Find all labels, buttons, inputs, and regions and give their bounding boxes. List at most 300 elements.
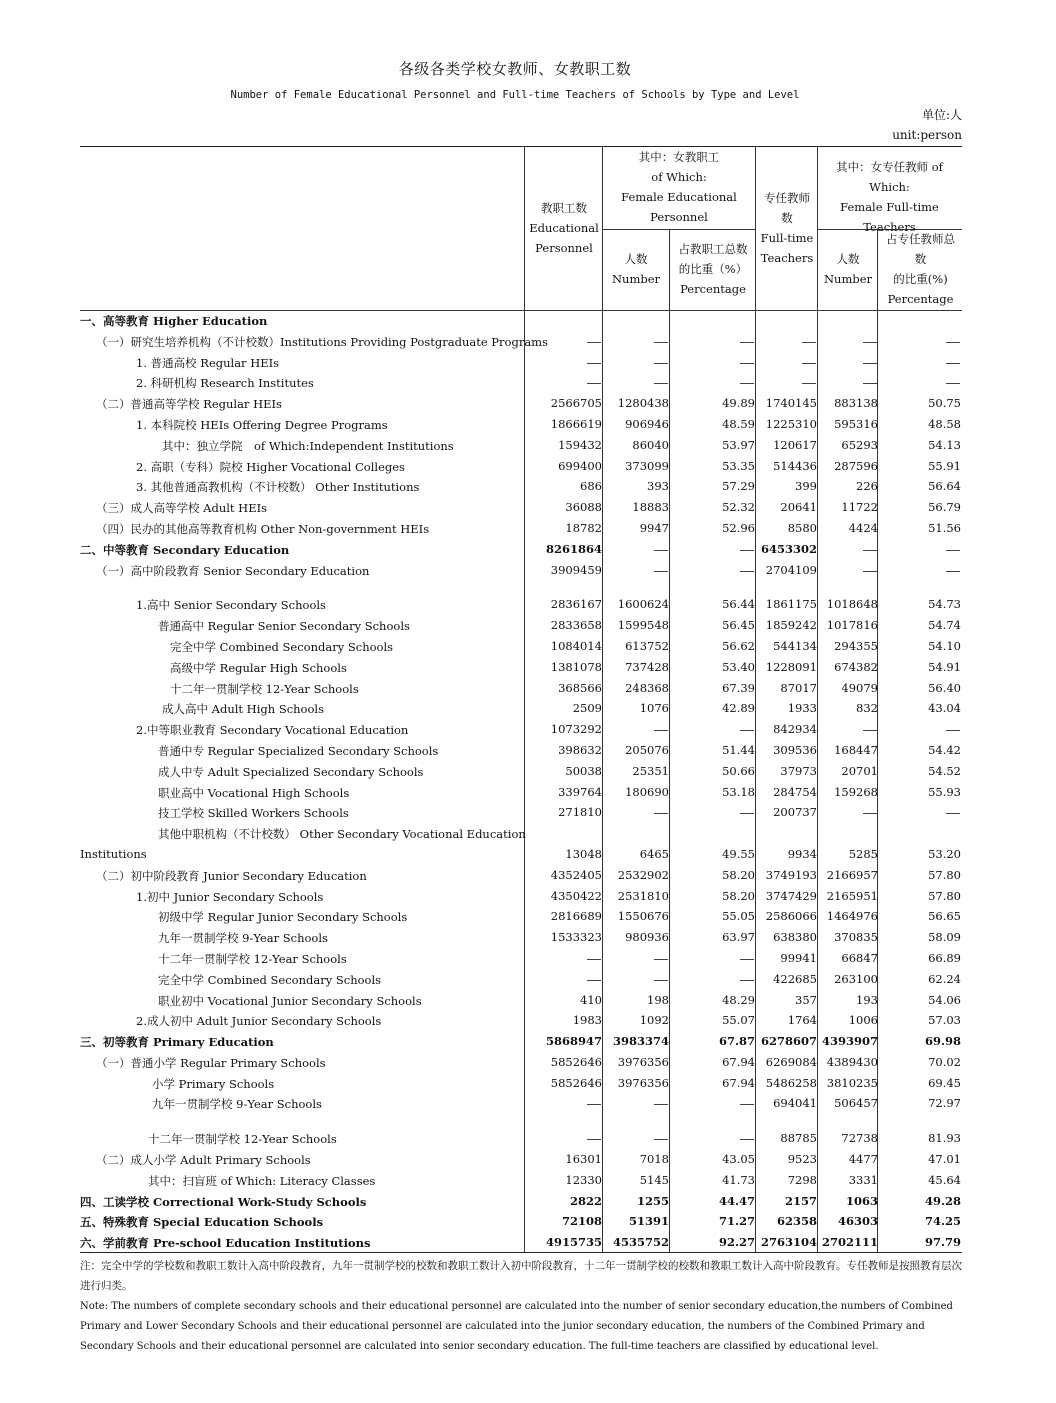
row-label: 普通中专 Regular Specialized Secondary Schools xyxy=(158,743,439,758)
cell-value: 54.42 xyxy=(928,742,961,757)
table-row xyxy=(0,498,1056,519)
header-female-personnel-percentage: 占教职工总数 的比重（%） Percentage xyxy=(678,242,748,296)
cell-value: 53.18 xyxy=(722,784,755,799)
cell-value: 1933 xyxy=(787,701,817,716)
cell-value: 5486258 xyxy=(765,1075,817,1090)
table-top-rule xyxy=(80,146,962,147)
row-label: （四）民办的其他高等教育机构 Other Non-government HEIs xyxy=(96,521,430,536)
cell-value: 1017816 xyxy=(826,618,878,633)
empty-dash xyxy=(740,363,754,364)
row-label: 高级中学 Regular High Schools xyxy=(170,660,347,675)
cell-value: 1228091 xyxy=(765,659,817,674)
table-bottom-rule xyxy=(80,1252,962,1253)
cell-value: 6269084 xyxy=(765,1054,817,1069)
cell-value: 638380 xyxy=(773,930,817,945)
cell-value: 37973 xyxy=(780,763,817,778)
cell-value: 53.97 xyxy=(722,437,755,452)
cell-value: 54.06 xyxy=(928,992,961,1007)
row-label: （一）高中阶段教育 Senior Secondary Education xyxy=(96,563,370,578)
row-label: 一、高等教育 Higher Education xyxy=(80,314,268,328)
empty-dash xyxy=(740,342,754,343)
cell-value: 6453302 xyxy=(760,541,817,556)
empty-dash xyxy=(802,342,816,343)
cell-value: 4424 xyxy=(848,520,878,535)
cell-value: 373099 xyxy=(625,458,669,473)
row-label: 其中：独立学院 of Which:Independent Institutions xyxy=(162,438,454,453)
cell-value: 1550676 xyxy=(617,909,669,924)
row-label: 六、学前教育 Pre-school Education Institutions xyxy=(80,1236,371,1251)
cell-value: 2702111 xyxy=(821,1235,878,1250)
cell-value: 55.93 xyxy=(928,784,961,799)
table-row xyxy=(0,720,1056,741)
cell-value: 2157 xyxy=(784,1193,817,1208)
table-row xyxy=(0,803,1056,824)
cell-value: 3976356 xyxy=(617,1054,669,1069)
cell-value: 5285 xyxy=(848,846,878,861)
empty-dash xyxy=(946,571,960,572)
cell-value: 62358 xyxy=(776,1214,817,1229)
cell-value: 87017 xyxy=(780,680,817,695)
footnote-cn: 注：完全中学的学校数和教职工数计入高中阶段教育，九年一贯制学校的校数和教职工数计入初中阶段教育，十二年一贯制学校的校数和教职工数计入高中阶段教育。专任教师是按照教育层次进行归类。 xyxy=(80,1260,962,1292)
table-row xyxy=(0,679,1056,700)
row-label: 2.成人初中 Adult Junior Secondary Schools xyxy=(136,1014,382,1029)
cell-value: 54.52 xyxy=(928,763,961,778)
cell-value: 48.29 xyxy=(722,992,755,1007)
cell-value: 3976356 xyxy=(617,1075,669,1090)
header-female-personnel-group: 其中：女教职工 of Which: Female Educational Personnel xyxy=(621,150,737,224)
cell-value: 1076 xyxy=(639,701,669,716)
cell-value: 2833658 xyxy=(550,618,602,633)
cell-value: 7018 xyxy=(639,1152,669,1167)
cell-value: 980936 xyxy=(625,930,669,945)
cell-value: 3747429 xyxy=(765,888,817,903)
cell-value: 544134 xyxy=(773,638,817,653)
cell-value: 53.20 xyxy=(928,846,961,861)
cell-value: 57.29 xyxy=(722,479,755,494)
table-row xyxy=(0,1212,1056,1233)
cell-value: 200737 xyxy=(773,805,817,820)
cell-value: 370835 xyxy=(834,930,878,945)
table-row xyxy=(0,311,1056,332)
table-row xyxy=(0,540,1056,561)
cell-value: 422685 xyxy=(773,971,817,986)
empty-dash xyxy=(654,813,668,814)
cell-value: 47.01 xyxy=(928,1152,961,1167)
cell-value: 9947 xyxy=(639,520,669,535)
cell-value: 6278607 xyxy=(760,1034,817,1049)
cell-value: 694041 xyxy=(773,1096,817,1111)
row-label: （二）初中阶段教育 Junior Secondary Education xyxy=(96,868,367,883)
table-row xyxy=(0,1129,1056,1150)
cell-value: 46303 xyxy=(837,1214,878,1229)
row-label: 职业高中 Vocational High Schools xyxy=(158,785,350,800)
cell-value: 54.10 xyxy=(928,638,961,653)
cell-value: 63.97 xyxy=(722,930,755,945)
page-title: 各级各类学校女教师、女教职工数 xyxy=(398,60,632,78)
cell-value: 55.07 xyxy=(722,1013,755,1028)
empty-dash xyxy=(740,730,754,731)
cell-value: 72108 xyxy=(561,1214,602,1229)
cell-value: 88785 xyxy=(780,1131,817,1146)
cell-value: 92.27 xyxy=(718,1235,755,1250)
cell-value: 56.44 xyxy=(722,597,755,612)
empty-dash xyxy=(740,1104,754,1105)
cell-value: 57.03 xyxy=(928,1013,961,1028)
row-label: 1.初中 Junior Secondary Schools xyxy=(136,889,324,904)
table-row xyxy=(0,887,1056,908)
cell-value: 53.40 xyxy=(722,659,755,674)
cell-value: 49.89 xyxy=(722,396,755,411)
cell-value: 357 xyxy=(795,992,817,1007)
row-label: 完全中学 Combined Secondary Schools xyxy=(170,639,394,654)
table-row xyxy=(0,866,1056,887)
cell-value: 56.62 xyxy=(722,638,755,653)
cell-value: 54.74 xyxy=(928,618,961,633)
row-label: 初级中学 Regular Junior Secondary Schools xyxy=(158,910,408,925)
row-label: 2. 科研机构 Research Institutes xyxy=(136,376,314,391)
row-label: Institutions xyxy=(80,846,147,861)
empty-dash xyxy=(863,571,877,572)
row-label: 完全中学 Combined Secondary Schools xyxy=(158,972,382,987)
cell-value: 7298 xyxy=(787,1172,817,1187)
cell-value: 57.80 xyxy=(928,888,961,903)
cell-value: 2816689 xyxy=(550,909,602,924)
cell-value: 1983 xyxy=(572,1013,602,1028)
table-row xyxy=(0,332,1056,353)
cell-value: 42.89 xyxy=(722,701,755,716)
cell-value: 56.64 xyxy=(928,479,961,494)
empty-dash xyxy=(740,813,754,814)
row-label: 2.中等职业教育 Secondary Vocational Education xyxy=(136,723,409,738)
table-row xyxy=(0,1233,1056,1254)
table-row xyxy=(0,595,1056,616)
empty-dash xyxy=(587,1104,601,1105)
row-spacer xyxy=(0,1115,1056,1129)
cell-value: 1600624 xyxy=(617,597,669,612)
cell-value: 9934 xyxy=(787,846,817,861)
cell-value: 56.65 xyxy=(928,909,961,924)
cell-value: 56.79 xyxy=(928,500,961,515)
table-row xyxy=(0,415,1056,436)
empty-dash xyxy=(740,383,754,384)
empty-dash xyxy=(654,342,668,343)
table-row xyxy=(0,991,1056,1012)
cell-value: 159268 xyxy=(834,784,878,799)
empty-dash xyxy=(587,959,601,960)
cell-value: 4389430 xyxy=(826,1054,878,1069)
cell-value: 86040 xyxy=(632,437,669,452)
cell-value: 20701 xyxy=(841,763,878,778)
cell-value: 72738 xyxy=(841,1131,878,1146)
cell-value: 284754 xyxy=(773,784,817,799)
cell-value: 51391 xyxy=(628,1214,669,1229)
cell-value: 9523 xyxy=(787,1152,817,1167)
cell-value: 55.91 xyxy=(928,458,961,473)
empty-dash xyxy=(946,342,960,343)
cell-value: 18883 xyxy=(632,500,669,515)
cell-value: 686 xyxy=(580,479,602,494)
table-row xyxy=(0,353,1056,374)
header-female-teachers-number: 人数 Number xyxy=(823,252,873,286)
cell-value: 81.93 xyxy=(928,1131,961,1146)
cell-value: 1381078 xyxy=(550,659,602,674)
cell-value: 51.44 xyxy=(722,742,755,757)
table-row xyxy=(0,845,1056,866)
cell-value: 67.94 xyxy=(722,1054,755,1069)
cell-value: 66847 xyxy=(841,950,878,965)
cell-value: 58.09 xyxy=(928,930,961,945)
empty-dash xyxy=(654,959,668,960)
cell-value: 1861175 xyxy=(765,597,817,612)
cell-value: 6465 xyxy=(639,846,669,861)
row-label: 职业初中 Vocational Junior Secondary Schools xyxy=(158,993,422,1008)
cell-value: 49.28 xyxy=(924,1193,961,1208)
cell-value: 8580 xyxy=(787,520,817,535)
cell-value: 906946 xyxy=(625,416,669,431)
table-row xyxy=(0,970,1056,991)
row-label: 1. 普通高校 Regular HEIs xyxy=(136,355,280,370)
cell-value: 51.56 xyxy=(928,520,961,535)
cell-value: 71.27 xyxy=(718,1214,755,1229)
row-label: 成人高中 Adult High Schools xyxy=(162,702,324,717)
cell-value: 180690 xyxy=(625,784,669,799)
cell-value: 205076 xyxy=(625,742,669,757)
empty-dash xyxy=(587,383,601,384)
cell-value: 54.73 xyxy=(928,597,961,612)
table-row xyxy=(0,637,1056,658)
cell-value: 2166957 xyxy=(826,867,878,882)
cell-value: 70.02 xyxy=(928,1054,961,1069)
cell-value: 3909459 xyxy=(550,562,602,577)
cell-value: 2763104 xyxy=(760,1235,817,1250)
empty-dash xyxy=(946,730,960,731)
empty-dash xyxy=(946,383,960,384)
cell-value: 99941 xyxy=(780,950,817,965)
empty-dash xyxy=(863,550,877,551)
table-row xyxy=(0,1074,1056,1095)
row-label: 1.高中 Senior Secondary Schools xyxy=(136,598,326,613)
cell-value: 52.96 xyxy=(722,520,755,535)
cell-value: 53.35 xyxy=(722,458,755,473)
cell-value: 2531810 xyxy=(617,888,669,903)
cell-value: 62.24 xyxy=(928,971,961,986)
cell-value: 69.98 xyxy=(924,1034,961,1049)
cell-value: 271810 xyxy=(558,805,602,820)
empty-dash xyxy=(654,571,668,572)
cell-value: 36088 xyxy=(565,500,602,515)
row-label: 四、工读学校 Correctional Work-Study Schools xyxy=(80,1194,367,1209)
cell-value: 1018648 xyxy=(826,597,878,612)
cell-value: 168447 xyxy=(834,742,878,757)
table-row xyxy=(0,1094,1056,1115)
row-label: （一）普通小学 Regular Primary Schools xyxy=(96,1055,326,1070)
cell-value: 2509 xyxy=(572,701,602,716)
empty-dash xyxy=(654,1139,668,1140)
cell-value: 56.40 xyxy=(928,680,961,695)
empty-dash xyxy=(654,1104,668,1105)
header-full-time-teachers: 专任教师 数 Full-time Teachers xyxy=(760,191,814,265)
footnote-en: Note: The numbers of complete secondary schools and their educational personnel are calculated into the number of senior secondary education,the numbers of Combined Primary and Lower Secondary Schools and their educational personnel are calculated into the junior secondary education, the numbers of the Combined Primary and Secondary Schools and their educational personnel are calculated into senior secondary education. The full-time teachers are classified by educational level. xyxy=(80,1301,953,1352)
cell-value: 18782 xyxy=(565,520,602,535)
row-spacer xyxy=(0,581,1056,595)
table-row xyxy=(0,373,1056,394)
cell-value: 2532902 xyxy=(617,867,669,882)
cell-value: 1084014 xyxy=(550,638,602,653)
table-row xyxy=(0,436,1056,457)
row-label: （一）研究生培养机构（不计校数）Institutions Providing Postgraduate Programs xyxy=(96,334,548,349)
cell-value: 12330 xyxy=(565,1172,602,1187)
header-divider xyxy=(602,229,755,230)
cell-value: 16301 xyxy=(565,1152,602,1167)
table-row xyxy=(0,762,1056,783)
cell-value: 55.05 xyxy=(722,909,755,924)
cell-value: 48.58 xyxy=(928,416,961,431)
cell-value: 1764 xyxy=(787,1013,817,1028)
cell-value: 842934 xyxy=(773,722,817,737)
cell-value: 43.05 xyxy=(722,1152,755,1167)
row-label: 九年一贯制学校 9-Year Schools xyxy=(152,1097,322,1112)
row-label: （三）成人高等学校 Adult HEIs xyxy=(96,501,268,516)
empty-dash xyxy=(654,550,668,551)
cell-value: 1599548 xyxy=(617,618,669,633)
cell-value: 3810235 xyxy=(826,1075,878,1090)
cell-value: 56.45 xyxy=(722,618,755,633)
cell-value: 67.87 xyxy=(718,1034,755,1049)
cell-value: 226 xyxy=(856,479,878,494)
cell-value: 5852646 xyxy=(550,1054,602,1069)
table-row xyxy=(0,457,1056,478)
empty-dash xyxy=(802,383,816,384)
cell-value: 2704109 xyxy=(765,562,817,577)
unit-label-en: unit:person xyxy=(892,128,962,142)
cell-value: 1063 xyxy=(845,1193,878,1208)
cell-value: 1859242 xyxy=(765,618,817,633)
cell-value: 67.94 xyxy=(722,1075,755,1090)
cell-value: 54.13 xyxy=(928,437,961,452)
cell-value: 159432 xyxy=(558,437,602,452)
cell-value: 399 xyxy=(795,479,817,494)
cell-value: 339764 xyxy=(558,784,602,799)
cell-value: 2836167 xyxy=(550,597,602,612)
cell-value: 43.04 xyxy=(928,701,961,716)
cell-value: 13048 xyxy=(565,846,602,861)
cell-value: 66.89 xyxy=(928,950,961,965)
cell-value: 50.66 xyxy=(722,763,755,778)
empty-dash xyxy=(863,730,877,731)
cell-value: 5145 xyxy=(639,1172,669,1187)
cell-value: 393 xyxy=(647,479,669,494)
cell-value: 263100 xyxy=(834,971,878,986)
cell-value: 883138 xyxy=(834,396,878,411)
cell-value: 1255 xyxy=(636,1193,669,1208)
row-label: 小学 Primary Schools xyxy=(152,1076,275,1091)
cell-value: 74.25 xyxy=(924,1214,961,1229)
empty-dash xyxy=(863,383,877,384)
table-row xyxy=(0,1150,1056,1171)
cell-value: 4535752 xyxy=(612,1235,669,1250)
empty-dash xyxy=(587,342,601,343)
cell-value: 25351 xyxy=(632,763,669,778)
row-label: （二）普通高等学校 Regular HEIs xyxy=(96,397,282,412)
cell-value: 595316 xyxy=(834,416,878,431)
cell-value: 4915735 xyxy=(545,1235,602,1250)
table-row xyxy=(0,783,1056,804)
empty-dash xyxy=(946,363,960,364)
cell-value: 2822 xyxy=(569,1193,602,1208)
row-label: 十二年一贯制学校 12-Year Schools xyxy=(170,681,359,696)
cell-value: 699400 xyxy=(558,458,602,473)
empty-dash xyxy=(654,363,668,364)
table-row xyxy=(0,699,1056,720)
cell-value: 2165951 xyxy=(826,888,878,903)
cell-value: 50.75 xyxy=(928,396,961,411)
cell-value: 1533323 xyxy=(550,930,602,945)
cell-value: 410 xyxy=(580,992,602,1007)
cell-value: 193 xyxy=(856,992,878,1007)
empty-dash xyxy=(946,813,960,814)
empty-dash xyxy=(654,980,668,981)
cell-value: 49.55 xyxy=(722,846,755,861)
cell-value: 368566 xyxy=(558,680,602,695)
cell-value: 1006 xyxy=(848,1013,878,1028)
table-row xyxy=(0,658,1056,679)
cell-value: 294355 xyxy=(834,638,878,653)
cell-value: 3331 xyxy=(848,1172,878,1187)
cell-value: 506457 xyxy=(834,1096,878,1111)
cell-value: 5852646 xyxy=(550,1075,602,1090)
empty-dash xyxy=(863,363,877,364)
cell-value: 72.97 xyxy=(928,1096,961,1111)
cell-value: 2566705 xyxy=(550,396,602,411)
cell-value: 20641 xyxy=(780,500,817,515)
cell-value: 4352405 xyxy=(550,867,602,882)
table-row xyxy=(0,1032,1056,1053)
cell-value: 41.73 xyxy=(722,1172,755,1187)
row-label: 九年一贯制学校 9-Year Schools xyxy=(158,931,328,946)
table-row xyxy=(0,1171,1056,1192)
unit-label-cn: 单位:人 xyxy=(921,108,962,122)
cell-value: 3749193 xyxy=(765,867,817,882)
row-label: 成人中专 Adult Specialized Secondary Schools xyxy=(158,764,424,779)
row-label: 2. 高职（专科）院校 Higher Vocational Colleges xyxy=(136,459,405,474)
empty-dash xyxy=(654,730,668,731)
row-label: 十二年一贯制学校 12-Year Schools xyxy=(148,1132,337,1147)
table-row xyxy=(0,824,1056,845)
cell-value: 613752 xyxy=(625,638,669,653)
cell-value: 398632 xyxy=(558,742,602,757)
table-row xyxy=(0,741,1056,762)
cell-value: 48.59 xyxy=(722,416,755,431)
cell-value: 674382 xyxy=(834,659,878,674)
cell-value: 58.20 xyxy=(722,867,755,882)
cell-value: 1740145 xyxy=(765,396,817,411)
cell-value: 1280438 xyxy=(617,396,669,411)
cell-value: 97.79 xyxy=(924,1235,961,1250)
empty-dash xyxy=(587,980,601,981)
empty-dash xyxy=(654,383,668,384)
table-row xyxy=(0,477,1056,498)
cell-value: 832 xyxy=(856,701,878,716)
cell-value: 1866619 xyxy=(550,416,602,431)
table-row xyxy=(0,519,1056,540)
page-subtitle: Number of Female Educational Personnel and Full-time Teachers of Schools by Type and Level xyxy=(230,89,800,101)
cell-value: 58.20 xyxy=(722,888,755,903)
table-row xyxy=(0,907,1056,928)
cell-value: 49079 xyxy=(841,680,878,695)
cell-value: 4477 xyxy=(848,1152,878,1167)
cell-value: 198 xyxy=(647,992,669,1007)
header-female-personnel-number: 人数 Number xyxy=(611,252,661,286)
